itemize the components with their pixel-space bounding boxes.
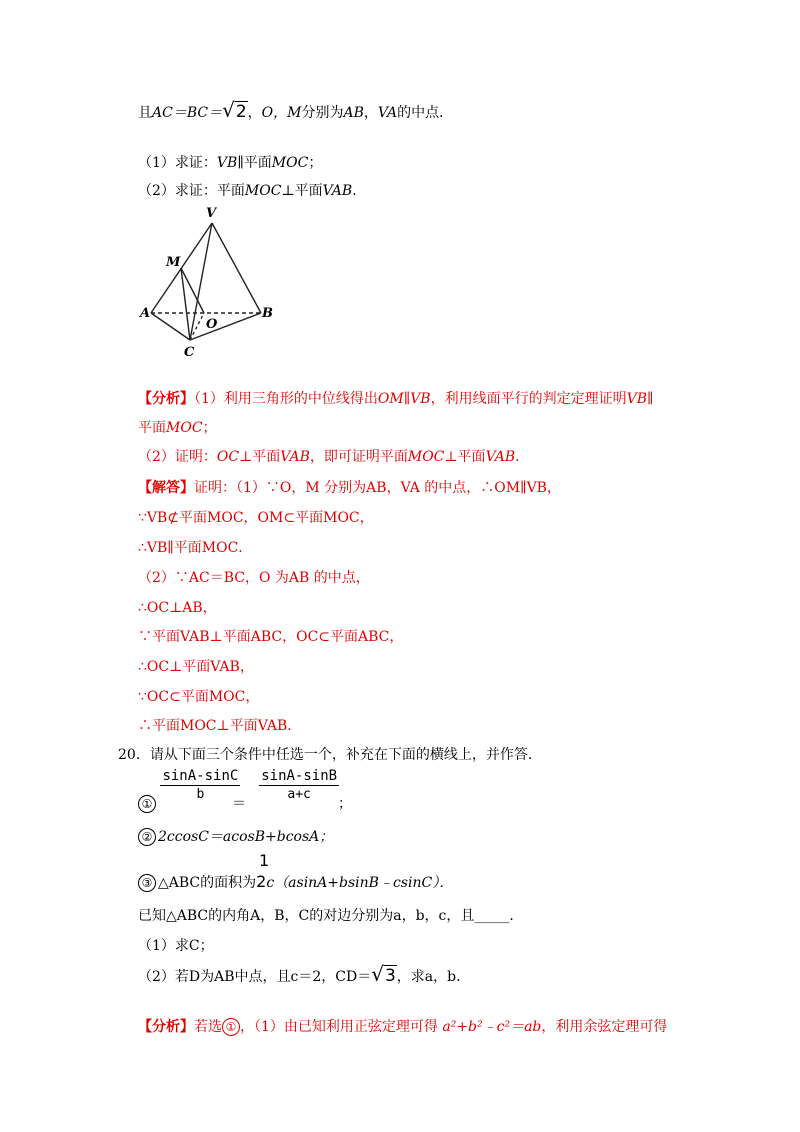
solution19-line8	[138, 686, 259, 706]
line: OC	[216, 449, 240, 465]
text: ；	[308, 155, 323, 171]
tetrahedron-figure	[138, 203, 278, 363]
solution-tag: 【解答】	[138, 480, 194, 496]
q20-condition1-marks	[138, 793, 352, 813]
analysis-tag: 【分析】	[138, 391, 194, 407]
condition-3-mark: ③	[138, 874, 156, 892]
q20-stem	[118, 744, 542, 764]
text: ⊥平面	[239, 449, 281, 465]
edge-ac	[151, 313, 190, 340]
segment-ab: AB	[343, 105, 364, 121]
text: ，求a，b．	[396, 969, 471, 985]
text: 且	[138, 105, 152, 121]
sqrt-icon: √	[222, 98, 235, 122]
edge-mc	[181, 268, 190, 340]
condition-2-text: 2ccosC＝acosB+bcosA；	[158, 829, 334, 845]
text: 分别为	[301, 105, 344, 121]
solution-step: ∴OC⊥AB，	[138, 600, 217, 616]
text: 平面	[138, 420, 166, 436]
text: c（asinA+bsinB﹣csinC）．	[266, 875, 454, 891]
text: （2）求证：平面	[138, 183, 245, 199]
solution19-line7	[138, 656, 254, 676]
question-number: 20．	[118, 747, 150, 763]
line-vb: VB	[216, 155, 238, 171]
condition-1-mark: ①	[138, 795, 156, 813]
equals-sign: ＝	[232, 796, 246, 812]
text: ⊥平面	[281, 183, 323, 199]
points-o-m: O，M	[261, 105, 302, 121]
edge-vb	[212, 223, 261, 313]
text: 的中点．	[397, 105, 454, 121]
solution19-line5	[138, 597, 217, 617]
plane: MOC	[166, 420, 203, 436]
label-b: B	[262, 306, 273, 321]
sqrt-icon: √	[371, 962, 384, 986]
q20-condition3	[138, 872, 453, 892]
condition-1-mark: ①	[222, 1018, 240, 1036]
plane: VAB	[280, 449, 310, 465]
text: （1）求证：	[138, 155, 217, 171]
label-v: V	[206, 206, 217, 221]
text: ，	[247, 105, 262, 121]
radicand: 2	[235, 102, 247, 122]
denominator: b	[196, 787, 205, 802]
given-text: 已知△ABC的内角A，B，C的对边分别为a，b，c，且_____．	[138, 908, 524, 924]
segment-va: VA	[377, 105, 398, 121]
text: ．	[515, 449, 530, 465]
analysis-tag: 【分析】	[138, 1019, 194, 1035]
tetrahedron-diagram	[138, 203, 278, 363]
analysis19-line3	[138, 446, 529, 466]
solution19-line6	[138, 626, 403, 646]
label-m: M	[166, 255, 181, 270]
text: ．	[352, 183, 367, 199]
text: ，（1）由已知利用正弦定理可得	[240, 1019, 443, 1035]
analysis20-line1	[138, 1016, 667, 1036]
text: ；	[338, 796, 352, 812]
solution-step: 证明：（1）∵O，M 分别为AB，VA 的中点，∴OM∥VB，	[194, 480, 561, 496]
q20-given	[138, 905, 523, 925]
text: ∥平面	[237, 155, 272, 171]
text: 若选	[194, 1019, 222, 1035]
label-a: A	[140, 306, 151, 321]
text: ；	[202, 420, 217, 436]
numerator: sinA-sinB	[261, 768, 338, 784]
solution-step: ∵OC⊂平面MOC，	[138, 689, 260, 705]
text: ，即可证明平面	[309, 449, 408, 465]
text: （2）若D为AB中点，且c＝2，CD＝	[138, 969, 372, 985]
plane: MOC	[407, 449, 445, 465]
equation-ac-bc: AC＝BC＝	[152, 105, 223, 121]
text: （1）利用三角形的中位线得出	[194, 391, 378, 407]
question-stem: 请从下面三个条件中任选一个，补充在下面的横线上，并作答．	[149, 747, 542, 763]
numerator: 1	[259, 851, 270, 870]
denominator: 2	[256, 872, 267, 891]
q20-part1	[138, 935, 214, 955]
solution-step: ∴OC⊥平面VAB，	[138, 659, 254, 675]
solution-step: ∴VB∥平面MOC．	[138, 540, 253, 556]
part-1: （1）求C；	[138, 938, 214, 954]
analysis19-line1	[138, 388, 653, 408]
text: ，	[363, 105, 378, 121]
formula: a²+b²﹣c²＝ab	[442, 1019, 542, 1035]
denominator: a+c	[287, 787, 311, 802]
condition-2-mark: ②	[138, 828, 156, 846]
relation: OM∥VB	[377, 391, 431, 407]
solution-step: ∵VB⊄平面MOC，OM⊂平面MOC，	[138, 510, 374, 526]
q20-condition3-num	[259, 851, 269, 870]
analysis19-line2	[138, 417, 217, 437]
radicand: 3	[384, 966, 396, 986]
intro-line	[138, 98, 453, 122]
numerator: sinA-sinC	[162, 768, 239, 784]
solution-step: ∵平面VAB⊥平面ABC，OC⊂平面ABC，	[138, 629, 404, 645]
text: （2）证明：	[138, 449, 217, 465]
plane: VAB	[485, 449, 516, 465]
q19-part2	[138, 180, 366, 200]
solution19-line2	[138, 507, 374, 527]
solution19-line1	[138, 477, 561, 497]
solution-step: （2）∵AC＝BC，O 为AB 的中点，	[138, 570, 370, 586]
label-c: C	[184, 345, 195, 360]
text: ，利用余弦定理可得	[541, 1019, 668, 1035]
text: ⊥平面	[444, 449, 486, 465]
solution19-line3	[138, 537, 252, 557]
q19-part1	[138, 152, 322, 172]
q20-part2	[138, 962, 470, 986]
text: ，利用线面平行的判定定理证明	[430, 391, 627, 407]
solution-step: ∴平面MOC⊥平面VAB．	[138, 718, 302, 734]
text: △ABC的面积为	[158, 875, 257, 891]
relation: VB∥	[626, 391, 654, 407]
plane-moc: MOC	[244, 183, 282, 199]
solution19-line9	[138, 715, 301, 735]
plane-moc: MOC	[271, 155, 309, 171]
edge-cb	[190, 313, 261, 340]
solution19-line4	[138, 567, 370, 587]
plane-vab: VAB	[322, 183, 353, 199]
label-o: O	[206, 317, 218, 332]
q20-condition2	[138, 826, 333, 846]
